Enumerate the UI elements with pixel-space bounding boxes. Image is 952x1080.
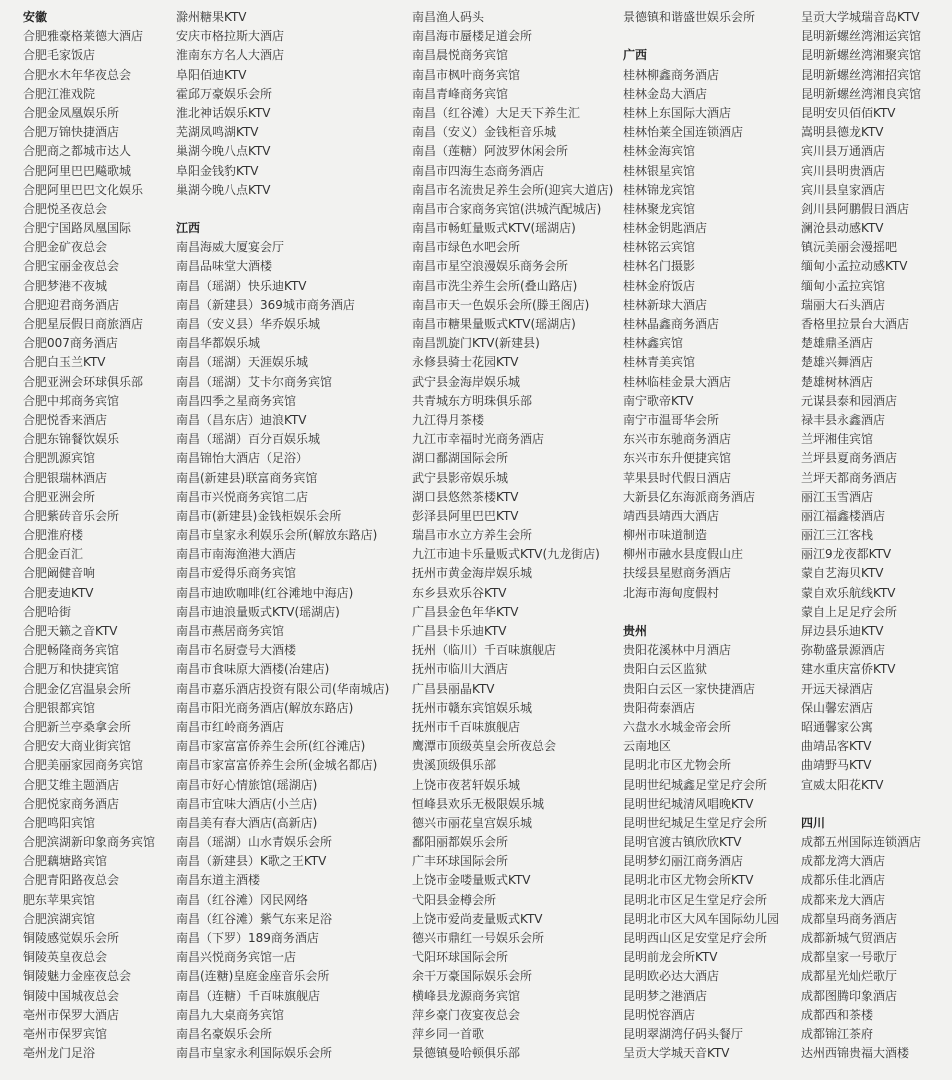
- list-item: 成都新城气贸酒店: [801, 931, 898, 945]
- list-item: 昆明欧必达大酒店: [623, 969, 720, 984]
- list-item: 南昌(连糖)皇庭金座音乐会所: [176, 969, 330, 984]
- list-item: 共青城东方明珠俱乐部: [412, 393, 533, 408]
- list-item: 南昌华都娱乐城: [176, 336, 261, 351]
- list-item: 桂林锦龙宾馆: [623, 182, 696, 197]
- list-item: 南昌市好心情旅馆(瑶湖店): [176, 777, 318, 792]
- list-item: 亳州市保罗宾馆: [23, 1026, 108, 1041]
- list-item: 昆明前龙会所KTV: [623, 950, 718, 965]
- list-item: 柳州市味道制造: [623, 528, 708, 543]
- list-item: 铜陵英皇夜总会: [23, 950, 108, 965]
- list-item: 昆明北市区尤物会所KTV: [623, 873, 754, 888]
- list-item: 德兴市鼎红一号娱乐会所: [412, 931, 545, 945]
- list-item: 永修县骑士花园KTV: [412, 355, 519, 370]
- list-item: 呈贡大学城天音KTV: [623, 1046, 730, 1061]
- list-item: 九江市幸福时光商务酒店: [412, 432, 545, 447]
- list-item: 南昌晨悦商务宾馆: [412, 48, 509, 63]
- list-item: 巢湖今晚八点KTV: [176, 182, 271, 197]
- list-item: 昆明梦幻丽江商务酒店: [623, 854, 744, 869]
- list-item: 昆明新螺丝湾湘运宾馆: [801, 29, 922, 44]
- list-item: 南昌市四海生态商务酒店: [412, 163, 545, 178]
- list-item: 合肥东锦餐饮娱乐: [23, 432, 120, 447]
- list-item: 蒙自上足足疗会所: [801, 604, 898, 619]
- list-item: 亳州市保罗大酒店: [23, 1007, 120, 1022]
- list-item: 兰坪湘佳宾馆: [801, 432, 874, 447]
- list-item: 昆明翠湖湾仔码头餐厅: [623, 1026, 744, 1041]
- list-item: 云南地区: [623, 739, 672, 754]
- list-item: 南昌（莲糖）阿波罗休闲会所: [412, 144, 569, 159]
- list-item: 达州西锦贵福大酒楼: [801, 1046, 910, 1061]
- list-item: 广昌县丽晶KTV: [412, 681, 495, 696]
- list-item: 南昌（安义）金钱柜音乐城: [412, 125, 557, 140]
- list-item: 鄱阳丽都娱乐会所: [412, 835, 509, 850]
- list-item: 贵阳荷泰酒店: [623, 700, 696, 715]
- list-item: 南昌（连糖）千百味旗舰店: [176, 988, 321, 1003]
- list-item: 南昌（红谷滩）大足天下养生汇: [412, 105, 581, 120]
- list-item: 南昌（新建县）K歌之王KTV: [176, 854, 327, 869]
- list-item: 桂林金海宾馆: [623, 144, 696, 159]
- list-item: 南昌（瑶湖）百分百娱乐城: [176, 432, 321, 447]
- spacer: [623, 603, 779, 622]
- list-item: 合肥星辰假日商旅酒店: [23, 317, 144, 331]
- list-item: 桂林怡莱全国连锁酒店: [623, 125, 744, 140]
- list-item: 合肥宁国路凤凰国际: [23, 221, 132, 236]
- list-item: 成都五州国际连锁酒店: [801, 835, 922, 850]
- list-item: 屏边县乐迪KTV: [801, 624, 884, 638]
- list-item: 合肥鸣阳宾馆: [23, 815, 96, 830]
- list-item: 合肥滨湖宾馆: [23, 911, 96, 926]
- list-item: 合肥悦圣夜总会: [23, 201, 108, 216]
- list-item: 南昌市畅虹量贩式KTV(瑶湖店): [412, 221, 576, 236]
- region-heading: 广西: [623, 48, 648, 63]
- list-item: 武宁县金海岸娱乐城: [412, 374, 521, 389]
- list-item: 桂林晶鑫商务酒店: [623, 317, 720, 331]
- list-item: 扶绥县星慰商务酒店: [623, 566, 732, 581]
- list-item: 阜阳金钱豹KTV: [176, 163, 259, 178]
- list-item: 合肥金矿夜总会: [23, 240, 108, 255]
- list-item: 景德镇和谐盛世娱乐会所: [623, 10, 756, 24]
- list-item: 广昌县金色年华KTV: [412, 604, 519, 619]
- listing-column-4: [623, 8, 779, 1063]
- list-item: 弥勒盛景源酒店: [801, 643, 886, 658]
- list-item: 萍乡同一首歌: [412, 1026, 485, 1041]
- list-item: 合肥亚洲会所: [23, 489, 96, 504]
- list-item: 南昌海市蜃楼足道会所: [412, 29, 533, 44]
- list-item: 恒峰县欢乐无极限娱乐城: [412, 796, 545, 811]
- list-item: 霍邱万豪娱乐会所: [176, 86, 273, 101]
- list-item: 南昌青峰商务宾馆: [412, 86, 509, 101]
- list-item: 呈贡大学城瑞音岛KTV: [801, 10, 920, 24]
- list-item: 淮南东方名人大酒店: [176, 48, 285, 63]
- listing-column-2: [176, 8, 389, 1063]
- list-item: 楚雄树林酒店: [801, 374, 874, 389]
- list-item: 桂林铭云宾馆: [623, 240, 696, 255]
- list-item: 合肥美丽家园商务宾馆: [23, 758, 144, 773]
- region-heading: 四川: [801, 815, 826, 830]
- list-item: 南昌（瑶湖）快乐迪KTV: [176, 278, 307, 293]
- list-item: 上饶市爱尚麦量贩式KTV: [412, 911, 543, 926]
- list-item: 九江市迪卡乐量贩式KTV(九龙街店): [412, 547, 600, 562]
- spacer: [801, 795, 921, 814]
- list-item: 合肥雅豪格莱德大酒店: [23, 29, 144, 44]
- list-item: 铜陵感觉娱乐会所: [23, 931, 120, 945]
- list-item: 湖口鄱湖国际会所: [412, 451, 509, 466]
- list-item: 南昌市糖果量贩式KTV(瑶湖店): [412, 317, 576, 331]
- list-item: 曲靖野马KTV: [801, 758, 872, 773]
- list-item: 南昌（瑶湖）天涯娱乐城: [176, 355, 309, 370]
- list-item: 合肥梦港不夜城: [23, 278, 108, 293]
- list-item: 镇沅美丽会漫摇吧: [801, 240, 898, 255]
- list-item: 贵阳白云区一家快捷酒店: [623, 681, 756, 696]
- list-item: 合肥亚洲会环球俱乐部: [23, 374, 144, 389]
- list-item: 桂林银星宾馆: [623, 163, 696, 178]
- list-item: 合肥紫砖音乐会所: [23, 508, 120, 523]
- list-item: 南昌凯旋门KTV(新建县): [412, 336, 540, 351]
- list-item: 安庆市格拉斯大酒店: [176, 29, 285, 44]
- list-item: 横峰县龙源商务宾馆: [412, 988, 521, 1003]
- list-item: 昭通馨家公寓: [801, 719, 874, 734]
- list-item: 南昌市爱得乐商务宾馆: [176, 566, 297, 581]
- list-item: 南昌市迪欧咖啡(红谷滩地中海店): [176, 585, 354, 600]
- list-item: 上饶市金喽量贩式KTV: [412, 873, 531, 888]
- list-item: 缅甸小孟拉动感KTV: [801, 259, 908, 274]
- listing-column-1: [23, 8, 155, 1063]
- list-item: 南昌锦怡大酒店（足浴）: [176, 451, 309, 466]
- region-heading: 安徽: [23, 10, 48, 24]
- list-item: 澜沧县动感KTV: [801, 221, 884, 236]
- list-item: 九江得月茶楼: [412, 412, 485, 427]
- list-item: 南昌(新建县)联富商务宾馆: [176, 470, 318, 485]
- list-item: 南昌市燕居商务宾馆: [176, 624, 285, 638]
- list-item: 南昌（新建县）369城市商务酒店: [176, 297, 355, 312]
- list-item: 弋阳县金樽会所: [412, 892, 497, 907]
- list-item: 贵阳花溪林中月酒店: [623, 643, 732, 658]
- list-item: 合肥白玉兰KTV: [23, 355, 106, 370]
- list-item: 昆明新螺丝湾湘良宾馆: [801, 86, 922, 101]
- list-item: 曲靖品客KTV: [801, 739, 872, 754]
- list-item: 合肥麦迪KTV: [23, 585, 94, 600]
- list-item: 南昌（瑶湖）山水青娱乐会所: [176, 835, 333, 850]
- list-item: 合肥安大商业街宾馆: [23, 739, 132, 754]
- list-item: 合肥艾维主题酒店: [23, 777, 120, 792]
- list-item: 合肥水木年华夜总会: [23, 67, 132, 82]
- list-item: 合肥中邦商务宾馆: [23, 393, 120, 408]
- list-item: 丽江9龙夜都KTV: [801, 547, 892, 562]
- list-item: 合肥淮府楼: [23, 528, 84, 543]
- list-item: 南昌市家富富侨养生会所(金城名都店): [176, 758, 378, 773]
- list-item: 南宁歌帝KTV: [623, 393, 694, 408]
- list-item: 南昌市阳光商务酒店(解放东路店): [176, 700, 354, 715]
- list-item: 南昌市绿色水吧会所: [412, 240, 521, 255]
- list-item: 合肥迎君商务酒店: [23, 297, 120, 312]
- list-item: 合肥007商务酒店: [23, 336, 118, 351]
- list-item: 桂林青美宾馆: [623, 355, 696, 370]
- list-item: 合肥万和快捷宾馆: [23, 662, 120, 677]
- list-item: 成都锦江茶府: [801, 1026, 874, 1041]
- list-item: 抚州市临川大酒店: [412, 662, 509, 677]
- list-item: 南昌（下罗）189商务酒店: [176, 931, 319, 945]
- list-item: 成都龙湾大酒店: [801, 854, 886, 869]
- list-item: 昆明北市区尤物会所: [623, 758, 732, 773]
- list-item: 合肥金凤凰娱乐所: [23, 105, 120, 120]
- list-item: 成都星光灿烂歌厅: [801, 969, 898, 984]
- list-item: 桂林柳鑫商务酒店: [623, 67, 720, 82]
- list-item: 南昌市合家商务宾馆(洪城汽配城店): [412, 201, 602, 216]
- list-item: 南昌市名流贵足养生会所(迎宾大道店): [412, 182, 614, 197]
- list-item: 大新县亿东海派商务酒店: [623, 489, 756, 504]
- list-item: 南昌市南海渔港大酒店: [176, 547, 297, 562]
- list-item: 南昌渔人码头: [412, 10, 485, 24]
- list-item: 桂林新球大酒店: [623, 297, 708, 312]
- list-item: 昆明北市区足生堂足疗会所: [623, 892, 768, 907]
- spacer: [176, 200, 389, 219]
- list-item: 南昌四季之星商务宾馆: [176, 393, 297, 408]
- list-item: 景德镇曼哈顿俱乐部: [412, 1046, 521, 1061]
- list-item: 合肥毛家饭店: [23, 48, 96, 63]
- list-item: 南昌市家富富侨养生会所(红谷滩店): [176, 739, 366, 754]
- list-item: 合肥宝丽金夜总会: [23, 259, 120, 274]
- region-heading: 贵州: [623, 624, 648, 638]
- list-item: 宾川县皇家酒店: [801, 182, 886, 197]
- list-item: 抚州市千百味旗舰店: [412, 719, 521, 734]
- list-item: 合肥凯源宾馆: [23, 451, 96, 466]
- list-item: 南昌美有春大酒店(高新店): [176, 815, 318, 830]
- list-item: 合肥天籁之音KTV: [23, 624, 118, 638]
- list-item: 开远天禄酒店: [801, 681, 874, 696]
- list-item: 香格里拉景台大酒店: [801, 317, 910, 331]
- list-item: 南昌市名厨壹号大酒楼: [176, 643, 297, 658]
- list-item: 昆明世纪城清风唱晚KTV: [623, 796, 754, 811]
- list-item: 成都来龙大酒店: [801, 892, 886, 907]
- list-item: 合肥阚健音响: [23, 566, 96, 581]
- list-item: 南昌市迪浪量贩式KTV(瑶湖店): [176, 604, 340, 619]
- list-item: 柳州市融水县度假山庄: [623, 547, 744, 562]
- list-item: 成都图腾印象酒店: [801, 988, 898, 1003]
- listing-column-5: [801, 8, 921, 1063]
- list-item: 昆明悦容酒店: [623, 1007, 696, 1022]
- list-item: 南昌市皇家永利娱乐会所(解放东路店): [176, 528, 378, 543]
- list-item: 滁州糖果KTV: [176, 10, 247, 24]
- list-item: 蒙自欢乐航线KTV: [801, 585, 896, 600]
- region-heading: 江西: [176, 221, 201, 236]
- list-item: 芜湖凤鸣湖KTV: [176, 125, 259, 140]
- list-item: 东兴市东驰商务酒店: [623, 432, 732, 447]
- list-item: 剑川县阿鹏假日酒店: [801, 201, 910, 216]
- list-item: 贵溪顶级俱乐部: [412, 758, 497, 773]
- list-item: 东乡县欢乐谷KTV: [412, 585, 507, 600]
- list-item: 成都西和茶楼: [801, 1007, 874, 1022]
- list-item: 合肥悦香来酒店: [23, 412, 108, 427]
- list-item: 亳州龙门足浴: [23, 1046, 96, 1061]
- list-item: 南昌市兴悦商务宾馆二店: [176, 489, 309, 504]
- listing-column-3: [412, 8, 613, 1063]
- list-item: 南昌（红谷滩）紫气东来足浴: [176, 911, 333, 926]
- list-item: 南昌市红岭商务酒店: [176, 719, 285, 734]
- list-item: 兰坪县夏商务酒店: [801, 451, 898, 466]
- list-item: 合肥金百汇: [23, 547, 84, 562]
- list-item: 桂林临桂金景大酒店: [623, 374, 732, 389]
- list-item: 桂林鑫宾馆: [623, 336, 684, 351]
- list-item: 昆明官渡古镇欣欣KTV: [623, 835, 742, 850]
- list-item: 合肥新兰亭桑拿会所: [23, 719, 132, 734]
- list-item: 南昌市食味原大酒楼(冶建店): [176, 662, 330, 677]
- list-item: 瑞昌市水立方养生会所: [412, 528, 533, 543]
- list-item: 南昌（安义县）华乔娱乐城: [176, 317, 321, 331]
- list-item: 抚州市黄金海岸娱乐城: [412, 566, 533, 581]
- list-item: 保山馨宏酒店: [801, 700, 874, 715]
- list-item: 南昌市星空浪漫娱乐商务会所: [412, 259, 569, 274]
- list-item: 桂林名门摄影: [623, 259, 696, 274]
- list-item: 合肥银都宾馆: [23, 700, 96, 715]
- list-item: 宾川县万通酒店: [801, 144, 886, 159]
- list-item: 南昌市枫叶商务宾馆: [412, 67, 521, 82]
- list-item: 南昌品味堂大酒楼: [176, 259, 273, 274]
- list-item: 建水重庆富侨KTV: [801, 662, 896, 677]
- list-item: 抚州（临川）千百味旗舰店: [412, 643, 557, 658]
- list-item: 合肥银瑞林酒店: [23, 470, 108, 485]
- list-item: 合肥滨湖新印象商务宾馆: [23, 835, 156, 850]
- list-item: 上饶市夜茗轩娱乐城: [412, 777, 521, 792]
- list-item: 巢湖今晚八点KTV: [176, 144, 271, 159]
- list-item: 成都皇玛商务酒店: [801, 911, 898, 926]
- list-item: 昆明新螺丝湾湘招宾馆: [801, 67, 922, 82]
- list-item: 合肥青阳路夜总会: [23, 873, 120, 888]
- list-item: 昆明世纪城鑫足堂足疗会所: [623, 777, 768, 792]
- list-item: 楚雄鼎圣酒店: [801, 336, 874, 351]
- list-item: 合肥哈街: [23, 604, 72, 619]
- list-item: 禄丰县永鑫酒店: [801, 412, 886, 427]
- list-item: 成都皇家一号歌厅: [801, 950, 898, 965]
- spacer: [623, 27, 779, 46]
- list-item: 合肥藕塘路宾馆: [23, 854, 108, 869]
- list-item: 合肥悦家商务酒店: [23, 796, 120, 811]
- list-item: 昆明新螺丝湾湘聚宾馆: [801, 48, 922, 63]
- list-item: 贵阳白云区监狱: [623, 662, 708, 677]
- list-item: 南昌兴悦商务宾馆一店: [176, 950, 297, 965]
- list-item: 南昌海威大厦宴会厅: [176, 240, 285, 255]
- list-item: 铜陵魅力金座夜总会: [23, 969, 132, 984]
- list-item: 合肥金亿宫温泉会所: [23, 681, 132, 696]
- list-item: 南昌（昌东店）迪浪KTV: [176, 412, 307, 427]
- list-item: 昆明北市区大风车国际幼儿园: [623, 911, 780, 926]
- list-item: 昆明世纪城足生堂足疗会所: [623, 815, 768, 830]
- list-item: 南昌市宜味大酒店(小兰店): [176, 796, 318, 811]
- list-item: 合肥阿里巴巴文化娱乐: [23, 182, 144, 197]
- list-item: 淮北神话娱乐KTV: [176, 105, 271, 120]
- list-item: 合肥畅隆商务宾馆: [23, 643, 120, 658]
- list-item: 东兴市东升便捷宾馆: [623, 451, 732, 466]
- list-item: 桂林金岛大酒店: [623, 86, 708, 101]
- list-item: 武宁县影帝娱乐城: [412, 470, 509, 485]
- list-item: 楚雄兴舞酒店: [801, 355, 874, 370]
- list-item: 桂林金府饭店: [623, 278, 696, 293]
- list-item: 肥东苹果宾馆: [23, 892, 96, 907]
- list-item: 湖口县悠然茶楼KTV: [412, 489, 519, 504]
- list-item: 南宁市温哥华会所: [623, 412, 720, 427]
- list-item: 德兴市丽花皇宫娱乐城: [412, 815, 533, 830]
- list-item: 苹果县时代假日酒店: [623, 470, 732, 485]
- list-item: 南昌市(新建县)金钱柜娱乐会所: [176, 508, 342, 523]
- list-item: 合肥商之都城市达人: [23, 144, 132, 159]
- list-item: 宣威太阳花KTV: [801, 777, 884, 792]
- list-item: 南昌市天一色娱乐会所(滕王阁店): [412, 297, 590, 312]
- list-item: 桂林聚龙宾馆: [623, 201, 696, 216]
- list-item: 桂林上东国际大酒店: [623, 105, 732, 120]
- list-item: 合肥江淮戏院: [23, 86, 96, 101]
- list-item: 萍乡豪门夜宴夜总会: [412, 1007, 521, 1022]
- list-item: 南昌东道主酒楼: [176, 873, 261, 888]
- list-item: 丽江三江客栈: [801, 528, 874, 543]
- list-item: 南昌名豪娱乐会所: [176, 1026, 273, 1041]
- list-item: 蒙自艺海贝KTV: [801, 566, 884, 581]
- list-item: 余干万豪国际娱乐会所: [412, 969, 533, 984]
- list-item: 广丰环球国际会所: [412, 854, 509, 869]
- list-item: 桂林金钥匙酒店: [623, 221, 708, 236]
- list-item: 嵩明县德龙KTV: [801, 125, 884, 140]
- list-item: 北海市海甸度假村: [623, 585, 720, 600]
- list-item: 兰坪天都商务酒店: [801, 470, 898, 485]
- list-item: 南昌（红谷滩）冈民网络: [176, 892, 309, 907]
- list-item: 昆明西山区足安堂足疗会所: [623, 931, 768, 945]
- list-item: 成都乐佳北酒店: [801, 873, 886, 888]
- list-item: 昆明梦之港酒店: [623, 988, 708, 1003]
- list-item: 瑞丽大石头酒店: [801, 297, 886, 312]
- list-item: 宾川县明贵酒店: [801, 163, 886, 178]
- list-item: 靖西县靖西大酒店: [623, 508, 720, 523]
- list-item: 六盘水水城金帝会所: [623, 719, 732, 734]
- list-item: 铜陵中国城夜总会: [23, 988, 120, 1003]
- list-item: 昆明安贝佰佰KTV: [801, 105, 896, 120]
- list-item: 弋阳环球国际会所: [412, 950, 509, 965]
- list-item: 丽江福鑫楼酒店: [801, 508, 886, 523]
- list-item: 南昌市洗尘养生会所(叠山路店): [412, 278, 578, 293]
- list-item: 南昌九大桌商务宾馆: [176, 1007, 285, 1022]
- list-item: 南昌（瑶湖）艾卡尔商务宾馆: [176, 374, 333, 389]
- list-item: 抚州市赣东宾馆娱乐城: [412, 700, 533, 715]
- list-item: 合肥万锦快捷酒店: [23, 125, 120, 140]
- list-item: 南昌市皇家永利国际娱乐会所: [176, 1046, 333, 1061]
- list-item: 合肥阿里巴巴飚歌城: [23, 163, 132, 178]
- list-item: 鹰潭市顶级英皇会所夜总会: [412, 739, 557, 754]
- list-item: 阜阳佰迪KTV: [176, 67, 247, 82]
- list-item: 元谋县泰和园酒店: [801, 393, 898, 408]
- list-item: 彭泽县阿里巴巴KTV: [412, 508, 519, 523]
- list-item: 南昌市嘉乐酒店投资有限公司(华南城店): [176, 681, 390, 696]
- list-item: 丽江玉雪酒店: [801, 489, 874, 504]
- list-item: 广昌县卡乐迪KTV: [412, 624, 507, 638]
- list-item: 缅甸小孟拉宾馆: [801, 278, 886, 293]
